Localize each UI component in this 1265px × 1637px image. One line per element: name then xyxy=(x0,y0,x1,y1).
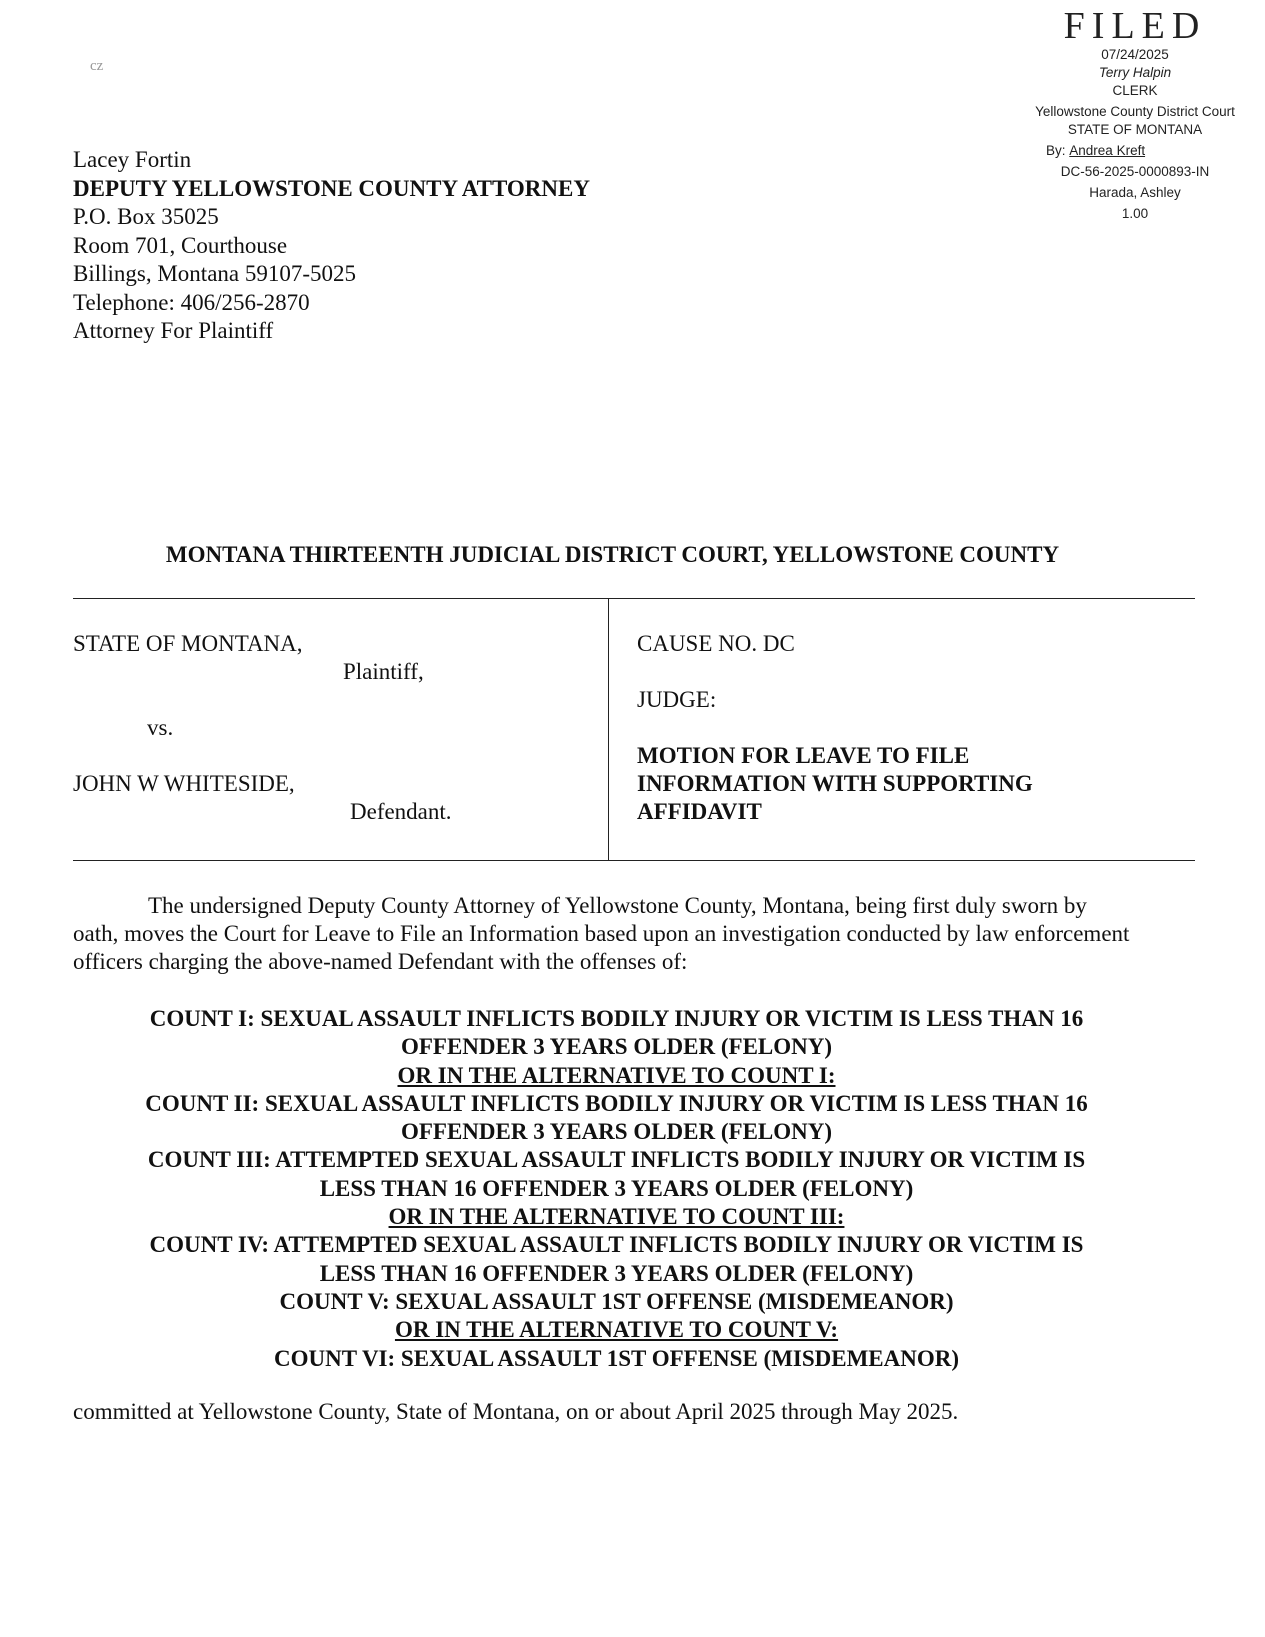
caption-bottom-rule xyxy=(73,860,1195,861)
filed-date: 07/24/2025 xyxy=(1101,47,1169,62)
judge-label: JUDGE: xyxy=(637,687,717,712)
attorney-po-box: P.O. Box 35025 xyxy=(73,204,219,229)
stamp-court: Yellowstone County District Court xyxy=(1035,104,1235,119)
motion-title-line: AFFIDAVIT xyxy=(637,799,762,824)
cause-number: CAUSE NO. DC xyxy=(637,631,795,656)
intro-paragraph xyxy=(73,892,1133,976)
counts-list xyxy=(73,1005,1160,1373)
count-line: OFFENDER 3 YEARS OLDER (FELONY) xyxy=(400,1034,833,1060)
alternative-line: OR IN THE ALTERNATIVE TO COUNT V: xyxy=(394,1317,839,1343)
count-line: COUNT III: ATTEMPTED SEXUAL ASSAULT INFLICTS BODILY INJURY OR VICTIM IS xyxy=(147,1147,1086,1173)
count-line: COUNT IV: ATTEMPTED SEXUAL ASSAULT INFLICTS BODILY INJURY OR VICTIM IS xyxy=(149,1232,1084,1258)
alternative-line: OR IN THE ALTERNATIVE TO COUNT I: xyxy=(397,1062,836,1088)
caption-top-rule xyxy=(73,598,1195,599)
count-line: COUNT VI: SEXUAL ASSAULT 1ST OFFENSE (MISDEMEANOR) xyxy=(273,1345,960,1371)
stamp-judge: Harada, Ashley xyxy=(1089,185,1181,200)
count-line: OFFENDER 3 YEARS OLDER (FELONY) xyxy=(400,1119,833,1145)
stamp-state: STATE OF MONTANA xyxy=(1067,122,1203,137)
motion-title xyxy=(637,742,1157,826)
by-label: By: xyxy=(1046,143,1066,158)
attorney-telephone: Telephone: 406/256-2870 xyxy=(73,289,310,315)
clerk-initials: cz xyxy=(90,58,104,74)
by-name: Andrea Kreft xyxy=(1069,143,1146,158)
plaintiff-label: Plaintiff, xyxy=(343,659,424,684)
attorney-role: Attorney For Plaintiff xyxy=(73,318,274,343)
stamp-version: 1.00 xyxy=(1121,206,1149,221)
defendant-label: Defendant. xyxy=(350,799,452,824)
attorney-room: Room 701, Courthouse xyxy=(73,232,288,258)
court-title: MONTANA THIRTEENTH JUDICIAL DISTRICT COURT, YELLOWSTONE COUNTY xyxy=(165,542,1060,567)
count-line: COUNT II: SEXUAL ASSAULT INFLICTS BODILY INJURY OR VICTIM IS LESS THAN 16 xyxy=(145,1090,1088,1116)
intro-text: The undersigned Deputy County Attorney of Yellowstone County, Montana, being first duly sworn by oath, moves the Court for Leave to File an Information based upon an investigation conducted by law enforcement officers charging the above-named Defendant with the offenses of: xyxy=(73,893,1130,974)
attorney-name: Lacey Fortin xyxy=(73,147,192,172)
caption-divider xyxy=(608,598,609,860)
committed-statement: committed at Yellowstone County, State of Montana, on or about April 2025 through May 2025. xyxy=(73,1399,959,1424)
stamp-case-number: DC-56-2025-0000893-IN xyxy=(1060,164,1210,179)
count-line: COUNT I: SEXUAL ASSAULT INFLICTS BODILY INJURY OR VICTIM IS LESS THAN 16 xyxy=(149,1006,1084,1031)
count-line: LESS THAN 16 OFFENDER 3 YEARS OLDER (FELONY) xyxy=(319,1260,914,1286)
motion-title-line: MOTION FOR LEAVE TO FILE xyxy=(637,743,970,768)
plaintiff-name: STATE OF MONTANA, xyxy=(73,631,303,656)
filed-by xyxy=(1010,142,1260,160)
filed-stamp xyxy=(1010,6,1260,223)
attorney-block xyxy=(73,146,590,346)
alternative-line: OR IN THE ALTERNATIVE TO COUNT III: xyxy=(388,1204,845,1230)
motion-title-line: INFORMATION WITH SUPPORTING xyxy=(637,771,1033,796)
clerk-title: CLERK xyxy=(1112,83,1158,98)
attorney-city: Billings, Montana 59107-5025 xyxy=(73,261,357,286)
clerk-name: Terry Halpin xyxy=(1098,65,1172,80)
count-line: COUNT V: SEXUAL ASSAULT 1ST OFFENSE (MISDEMEANOR) xyxy=(279,1288,954,1314)
filed-title: FILED xyxy=(1063,5,1207,47)
versus-label: vs. xyxy=(147,715,174,740)
count-line: LESS THAN 16 OFFENDER 3 YEARS OLDER (FELONY) xyxy=(319,1175,914,1201)
attorney-title: DEPUTY YELLOWSTONE COUNTY ATTORNEY xyxy=(73,175,590,201)
defendant-name: JOHN W WHITESIDE, xyxy=(73,771,295,796)
